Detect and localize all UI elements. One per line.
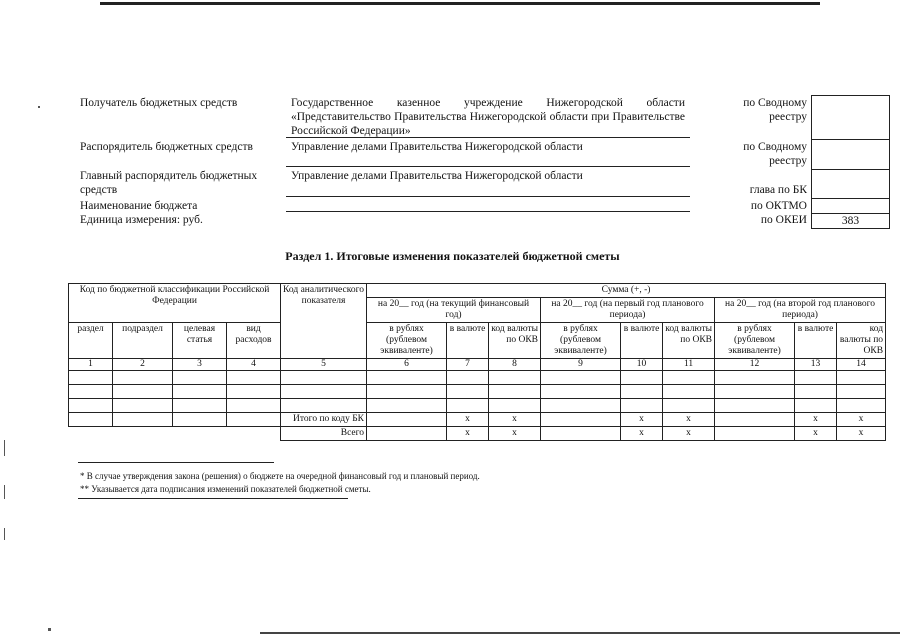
- unit-label: Единица измерения: руб.: [80, 214, 203, 226]
- column-number: 6: [367, 359, 447, 371]
- analytic-code-header: Код аналитического показателя: [281, 284, 367, 359]
- chief-manager-label: Главный распорядитель бюджетных: [80, 170, 258, 182]
- svod-reestr-label-2: по Сводному реестру: [743, 141, 807, 167]
- vsego-label: Всего: [281, 427, 367, 441]
- podrazdel-header: подраздел: [113, 323, 173, 359]
- footnote-separator-bottom: [78, 498, 348, 499]
- rub-header: в рублях (рублевом эквиваленте): [715, 323, 795, 359]
- table-row: [69, 399, 886, 413]
- glava-bk-label: глава по БК: [749, 184, 807, 196]
- x-mark: x: [663, 427, 715, 441]
- oktmo-code-box: [811, 198, 890, 214]
- footnote-2: ** Указывается дата подписания изменений показателей бюджетной сметы.: [80, 484, 371, 494]
- column-number: 13: [795, 359, 837, 371]
- scan-speck: [38, 106, 40, 108]
- okv-header: код валюты по ОКВ: [663, 323, 715, 359]
- column-number: 2: [113, 359, 173, 371]
- column-number: 14: [837, 359, 886, 371]
- table-header-row: [69, 284, 886, 298]
- scan-margin-mark: [4, 485, 5, 499]
- oktmo-label: по ОКТМО: [750, 200, 807, 212]
- column-number: 12: [715, 359, 795, 371]
- table-header-row: [69, 323, 886, 359]
- expense-type-header: вид расходов: [227, 323, 281, 359]
- x-mark: x: [621, 413, 663, 427]
- x-mark: x: [837, 413, 886, 427]
- column-number: 3: [173, 359, 227, 371]
- itogo-label: Итого по коду БК: [281, 413, 367, 427]
- scan-edge-top: [100, 2, 820, 5]
- footnote-separator-top: [78, 462, 274, 463]
- column-number: 1: [69, 359, 113, 371]
- recipient-value: Государственное казенное учреждение Нижегородской области «Представительство Правительства Нижегородской области при Правительстве Российской Федерации»: [291, 97, 685, 137]
- x-mark: x: [447, 427, 489, 441]
- column-number: 8: [489, 359, 541, 371]
- svod-reestr-code-box-1: [811, 95, 890, 140]
- vsego-row: [69, 427, 886, 441]
- chief-manager-value: Управление делами Правительства Нижегородской области: [291, 170, 583, 182]
- svod-reestr-code-box-2: [811, 139, 890, 170]
- itogo-row: [69, 413, 886, 427]
- scan-edge-bottom: [260, 632, 900, 634]
- glava-bk-code-box: [811, 169, 890, 199]
- x-mark: x: [489, 427, 541, 441]
- budget-name-label: Наименование бюджета: [80, 200, 198, 212]
- okv-header: код валюты по ОКВ: [489, 323, 541, 359]
- okv-header: код валюты по ОКВ: [837, 323, 886, 359]
- column-number: 10: [621, 359, 663, 371]
- chief-manager-underline: [286, 196, 690, 197]
- column-number: 9: [541, 359, 621, 371]
- section-title: Раздел 1. Итоговые изменения показателей бюджетной сметы: [285, 249, 620, 263]
- footnote-1: * В случае утверждения закона (решения) о бюджете на очередной финансовый год и плановый период.: [80, 471, 480, 481]
- target-article-header: целевая статья: [173, 323, 227, 359]
- scan-speck: [48, 628, 51, 631]
- budget-changes-table: [68, 283, 886, 441]
- x-mark: x: [795, 413, 837, 427]
- table-row: [69, 385, 886, 399]
- scan-margin-mark: [4, 440, 5, 456]
- sum-header: Сумма (+, -): [367, 284, 886, 298]
- manager-underline: [286, 166, 690, 167]
- manager-label: Распорядитель бюджетных средств: [80, 141, 253, 153]
- currency-header: в валюте: [447, 323, 489, 359]
- x-mark: x: [621, 427, 663, 441]
- column-number: 5: [281, 359, 367, 371]
- x-mark: x: [447, 413, 489, 427]
- manager-value: Управление делами Правительства Нижегородской области: [291, 141, 583, 153]
- budget-name-underline: [286, 211, 690, 212]
- scan-margin-mark: [4, 528, 5, 540]
- period-first-header: на 20__ год (на первый год планового периода): [541, 298, 715, 323]
- recipient-underline: [286, 137, 690, 138]
- currency-header: в валюте: [795, 323, 837, 359]
- rub-header: в рублях (рублевом эквиваленте): [367, 323, 447, 359]
- x-mark: x: [489, 413, 541, 427]
- okei-label: по ОКЕИ: [760, 214, 807, 226]
- kbk-group-header: Код по бюджетной классификации Российской Федерации: [69, 284, 281, 323]
- okei-code-box: 383: [811, 213, 890, 229]
- razdel-header: раздел: [69, 323, 113, 359]
- chief-manager-label-cont: средств: [80, 184, 118, 196]
- x-mark: x: [663, 413, 715, 427]
- x-mark: x: [837, 427, 886, 441]
- period-second-header: на 20__ год (на второй год планового периода): [715, 298, 886, 323]
- x-mark: x: [795, 427, 837, 441]
- column-numbers-row: [69, 359, 886, 371]
- currency-header: в валюте: [621, 323, 663, 359]
- column-number: 11: [663, 359, 715, 371]
- period-current-header: на 20__ год (на текущий финансовый год): [367, 298, 541, 323]
- column-number: 7: [447, 359, 489, 371]
- table-row: [69, 371, 886, 385]
- recipient-label: Получатель бюджетных средств: [80, 97, 238, 109]
- column-number: 4: [227, 359, 281, 371]
- svod-reestr-label-1: по Сводному реестру: [743, 97, 807, 123]
- rub-header: в рублях (рублевом эквиваленте): [541, 323, 621, 359]
